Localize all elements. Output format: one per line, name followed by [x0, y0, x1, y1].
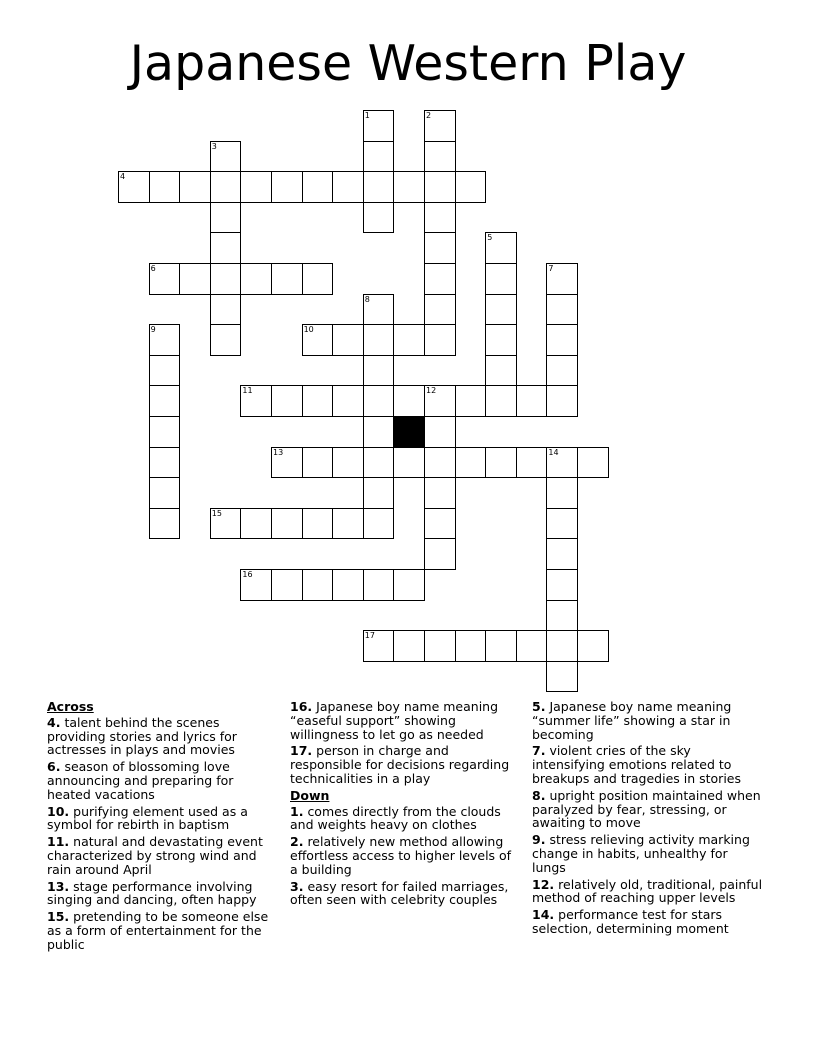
clue-item — [532, 789, 764, 830]
grid-cell[interactable] — [393, 324, 425, 356]
clue-number: 1 — [364, 111, 370, 120]
grid-cell[interactable] — [485, 630, 517, 662]
grid-cell[interactable] — [546, 294, 578, 326]
grid-cell[interactable] — [546, 538, 578, 570]
grid-cell[interactable] — [546, 477, 578, 509]
clue-text: natural and devastating event characterized by strong wind and rain around April — [47, 834, 263, 877]
clue-number: 13 — [273, 447, 284, 457]
grid-cell[interactable] — [363, 385, 395, 417]
clue-text: relatively new method allowing effortless access to higher levels of a building — [290, 834, 512, 877]
clue-text: stress relieving activity marking change in habits, unhealthy for lungs — [532, 832, 750, 875]
clue-num: 5. — [532, 699, 546, 714]
grid-cell[interactable] — [485, 385, 517, 417]
grid-cell[interactable] — [363, 416, 395, 448]
clue-text: season of blossoming love announcing and preparing for heated vacations — [47, 759, 234, 802]
clue-number: 10 — [303, 325, 314, 335]
grid-cell[interactable] — [149, 416, 181, 448]
clues-column-1 — [47, 700, 279, 955]
grid-cell[interactable] — [271, 508, 303, 540]
grid-cell[interactable] — [271, 171, 303, 203]
clue-item — [290, 700, 522, 741]
clue-item — [532, 700, 764, 741]
clues-column-2-across — [290, 700, 522, 786]
grid-cell[interactable] — [516, 447, 548, 479]
grid-cell[interactable] — [577, 630, 609, 662]
grid-cell[interactable] — [546, 508, 578, 540]
grid-cell[interactable] — [302, 385, 334, 417]
grid-cell[interactable] — [546, 569, 578, 601]
grid-cell[interactable] — [302, 263, 334, 295]
clue-number: 3 — [211, 141, 217, 151]
grid-cell[interactable] — [424, 294, 456, 326]
grid-cell[interactable] — [363, 447, 395, 479]
grid-cell[interactable] — [546, 600, 578, 632]
grid-cell[interactable] — [546, 385, 578, 417]
grid-cell[interactable] — [546, 661, 578, 693]
grid-cell[interactable] — [240, 171, 272, 203]
clue-text: person in charge and responsible for decisions regarding technicalities in a play — [290, 743, 510, 786]
grid-cell[interactable] — [577, 447, 609, 479]
clue-number: 5 — [487, 233, 493, 243]
clue-num: 3. — [290, 878, 304, 894]
grid-cell[interactable] — [210, 171, 242, 203]
grid-cell[interactable] — [179, 263, 211, 295]
grid-cell[interactable] — [332, 447, 364, 479]
grid-cell[interactable] — [424, 508, 456, 540]
grid-cell[interactable] — [424, 630, 456, 662]
clue-text: comes directly from the clouds and weights heavy on clothes — [290, 803, 501, 833]
grid-cell[interactable] — [271, 263, 303, 295]
grid-cell[interactable] — [149, 355, 181, 387]
grid-cell[interactable] — [424, 263, 456, 295]
clue-text: talent behind the scenes providing stories and lyrics for actresses in plays and movies — [47, 714, 237, 758]
clue-number: 15 — [211, 508, 222, 518]
grid-cell[interactable] — [149, 385, 181, 417]
clue-item — [47, 760, 279, 801]
grid-cell[interactable] — [363, 508, 395, 540]
grid-cell[interactable] — [455, 447, 487, 479]
grid-cell[interactable] — [363, 141, 395, 173]
clue-num: 2. — [290, 834, 304, 850]
grid-cell[interactable] — [302, 171, 334, 203]
clue-num: 1. — [290, 803, 304, 819]
clue-number: 17 — [364, 631, 375, 641]
grid-cell[interactable] — [271, 569, 303, 601]
grid-cell[interactable] — [363, 477, 395, 509]
grid-cell[interactable] — [546, 355, 578, 387]
clue-num: 13. — [47, 878, 70, 894]
clue-item — [290, 805, 522, 833]
grid-cell[interactable] — [149, 447, 181, 479]
across-heading: Across — [47, 699, 94, 714]
grid-cell[interactable] — [393, 385, 425, 417]
grid-cell[interactable] — [302, 508, 334, 540]
grid-cell[interactable] — [149, 508, 181, 540]
clue-item — [532, 908, 764, 936]
grid-cell[interactable] — [424, 232, 456, 264]
grid-cell[interactable] — [332, 171, 364, 203]
grid-cell[interactable] — [485, 447, 517, 479]
grid-cell[interactable] — [424, 538, 456, 570]
grid-cell[interactable] — [455, 385, 487, 417]
grid-cell[interactable] — [546, 630, 578, 662]
grid-cell[interactable] — [210, 263, 242, 295]
grid-cell[interactable] — [332, 324, 364, 356]
clues-column-2 — [290, 700, 522, 910]
grid-cell[interactable] — [271, 385, 303, 417]
clue-num: 4. — [47, 714, 61, 730]
grid-cell[interactable] — [485, 294, 517, 326]
clue-text: purifying element used as a symbol for rebirth in baptism — [47, 803, 248, 833]
grid-cell[interactable] — [363, 202, 395, 234]
clue-num: 16. — [290, 699, 313, 714]
grid-cell[interactable] — [179, 171, 211, 203]
clue-item — [532, 878, 764, 906]
clue-number: 16 — [242, 570, 253, 579]
grid-cell[interactable] — [424, 447, 456, 479]
clue-num: 10. — [47, 803, 70, 819]
clue-item — [47, 805, 279, 833]
clue-num: 8. — [532, 787, 546, 803]
clue-text: stage performance involving singing and dancing, often happy — [47, 878, 257, 908]
grid-cell[interactable] — [240, 508, 272, 540]
grid-cell[interactable] — [393, 630, 425, 662]
grid-cell[interactable] — [210, 202, 242, 234]
grid-cell[interactable] — [424, 324, 456, 356]
clue-number: 8 — [364, 294, 370, 304]
black-cell — [393, 416, 425, 448]
clue-text: Japanese boy name meaning “summer life” showing a star in becoming — [532, 699, 732, 742]
clue-number: 12 — [426, 386, 437, 396]
puzzle-title: Japanese Western Play — [129, 35, 687, 92]
grid-cell[interactable] — [332, 385, 364, 417]
clue-item — [290, 880, 522, 908]
clue-item — [47, 880, 279, 908]
clue-num: 11. — [47, 834, 70, 850]
clue-number: 2 — [426, 111, 432, 120]
clue-text: performance test for stars selection, determining moment — [532, 907, 729, 936]
grid-cell[interactable] — [424, 202, 456, 234]
clue-number: 6 — [150, 264, 156, 273]
clue-num: 17. — [290, 743, 313, 759]
grid-cell[interactable] — [302, 447, 334, 479]
grid-cell[interactable] — [485, 263, 517, 295]
grid-cell[interactable] — [240, 263, 272, 295]
clue-text: violent cries of the sky intensifying emotions related to breakups and tragedies in stories — [532, 743, 741, 786]
grid-cell[interactable] — [149, 477, 181, 509]
grid-cell[interactable] — [149, 171, 181, 203]
clue-item — [532, 744, 764, 785]
clue-number: 4 — [120, 172, 126, 182]
clue-number: 9 — [150, 325, 156, 335]
grid-cell[interactable] — [332, 569, 364, 601]
grid-cell[interactable] — [424, 477, 456, 509]
clue-text: upright position maintained when paralyzed by fear, stressing, or awaiting to move — [532, 787, 761, 831]
grid-cell[interactable] — [516, 630, 548, 662]
clues-column-3 — [532, 700, 764, 939]
clue-item — [47, 910, 279, 951]
grid-cell[interactable] — [210, 294, 242, 326]
clue-number: 14 — [548, 447, 559, 457]
clue-num: 15. — [47, 909, 70, 925]
grid-cell[interactable] — [210, 232, 242, 264]
clue-num: 6. — [47, 759, 61, 775]
clue-num: 9. — [532, 832, 546, 848]
grid-cell[interactable] — [485, 355, 517, 387]
grid-cell[interactable] — [424, 171, 456, 203]
clue-number: 7 — [548, 264, 554, 273]
clue-item — [47, 835, 279, 876]
grid-cell[interactable] — [455, 630, 487, 662]
grid-cell[interactable] — [210, 324, 242, 356]
grid-cell[interactable] — [393, 447, 425, 479]
grid-cell[interactable] — [546, 324, 578, 356]
grid-cell[interactable] — [302, 569, 334, 601]
clue-text: Japanese boy name meaning “easeful support” showing willingness to let go as needed — [290, 699, 499, 742]
grid-cell[interactable] — [363, 355, 395, 387]
grid-cell[interactable] — [485, 324, 517, 356]
grid-cell[interactable] — [393, 171, 425, 203]
clue-text: easy resort for failed marriages, often seen with celebrity couples — [290, 878, 509, 908]
clue-item — [290, 744, 522, 785]
down-heading: Down — [290, 787, 330, 803]
clue-item — [532, 833, 764, 874]
clue-text: relatively old, traditional, painful method of reaching upper levels — [532, 876, 763, 906]
grid-cell[interactable] — [363, 171, 395, 203]
clue-number: 11 — [242, 386, 253, 396]
clue-num: 14. — [532, 907, 555, 923]
clue-item — [47, 716, 279, 757]
grid-cell[interactable] — [363, 569, 395, 601]
clue-item — [290, 835, 522, 876]
clue-num: 7. — [532, 743, 546, 759]
grid-cell[interactable] — [393, 569, 425, 601]
clue-num: 12. — [532, 876, 555, 892]
clues-column-2-down — [290, 805, 522, 908]
grid-cell[interactable] — [455, 171, 487, 203]
grid-cell[interactable] — [516, 385, 548, 417]
grid-cell[interactable] — [424, 416, 456, 448]
grid-cell[interactable] — [363, 324, 395, 356]
clue-text: pretending to be someone else as a form of entertainment for the public — [47, 909, 269, 952]
grid-cell[interactable] — [424, 141, 456, 173]
grid-cell[interactable] — [332, 508, 364, 540]
